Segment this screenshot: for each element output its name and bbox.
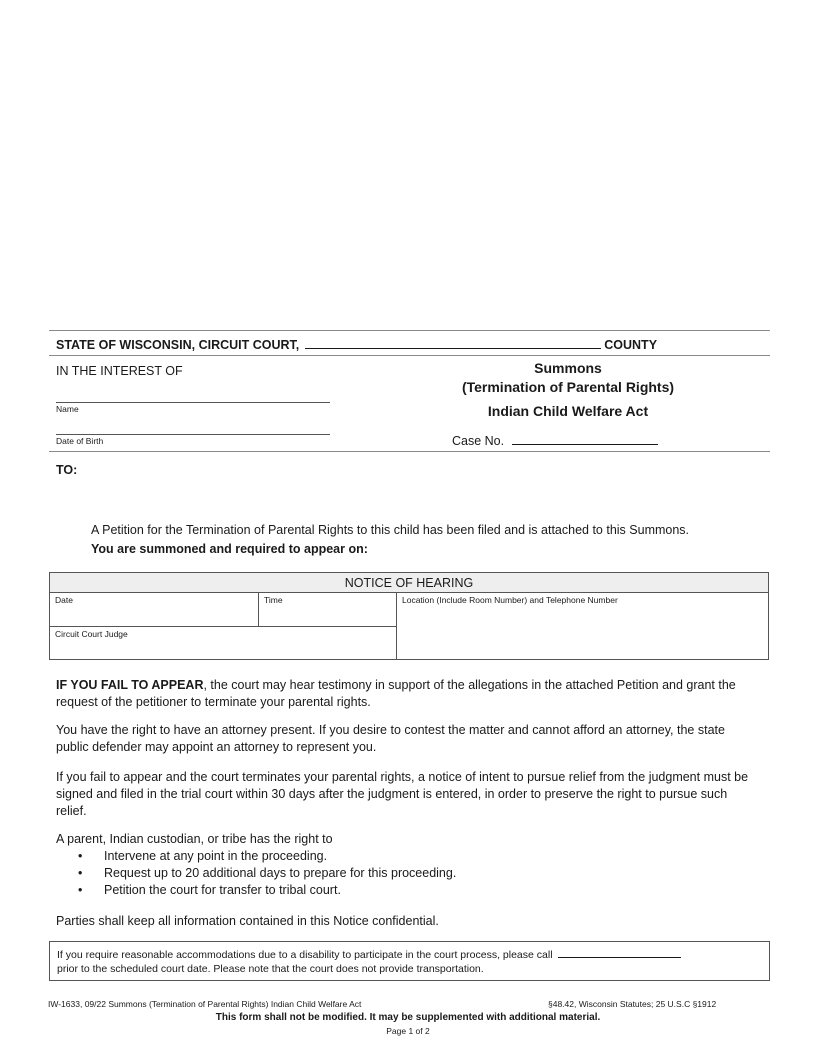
county-name-field[interactable] [305,336,601,349]
caption-top-rule [49,330,770,331]
accommodation-phone-field[interactable] [558,947,681,958]
form-title [418,359,718,421]
rights-list-item [56,865,656,882]
rights-list-item [56,848,656,865]
hearing-time-cell[interactable] [259,593,397,627]
judge-label: Circuit Court Judge [55,629,128,639]
page-number: Page 1 of 2 [386,1026,430,1036]
fail-to-appear-text: , the court may hear testimony in support of the allegations in the attached Petition and grant the request of the petitioner to terminate your parental rights. [56,678,736,709]
fail-to-appear-heading: IF YOU FAIL TO APPEAR [56,678,204,692]
bullet-icon: • [78,849,83,863]
case-number [452,432,658,448]
form-title-line-3: Indian Child Welfare Act [487,403,649,419]
court-line [56,336,756,352]
bullet-icon: • [78,883,83,897]
date-of-birth-field[interactable] [56,434,330,435]
right-transfer: Petition the court for transfer to tribal court. [104,883,341,897]
case-number-label: Case No. [452,434,505,448]
accommodation-box [49,941,770,981]
to-label: TO: [56,463,78,477]
relief-paragraph: If you fail to appear and the court terminates your parental rights, a notice of intent to pursue relief from the judgment must be signed and filed in the trial court within 30 days after the judgment is entered, in order to preserve the right to pursue such relief. [56,770,749,818]
right-intervene: Intervene at any point in the proceeding. [104,849,328,863]
child-name-field[interactable] [56,402,330,403]
in-interest-of-label: IN THE INTEREST OF [56,364,183,378]
bullet-icon: • [78,866,83,880]
name-label: Name [56,404,79,414]
date-label: Date [55,595,73,605]
rights-list [56,848,656,899]
accommodation-line-1 [57,947,681,961]
time-label: Time [264,595,283,605]
confidential-notice: Parties shall keep all information contained in this Notice confidential. [56,914,439,928]
rights-intro: A parent, Indian custodian, or tribe has the right to [56,832,333,846]
county-label: COUNTY [604,338,658,352]
hearing-date-cell[interactable] [50,593,259,627]
summoned-text: You are summoned and required to appear on: [91,542,368,556]
petition-text: A Petition for the Termination of Parental Rights to this child has been filed and is attached to this Summons. [91,523,690,537]
accommodation-text-1: If you require reasonable accommodations due to a disability to participate in the court process, please call [57,949,553,961]
rights-list-item [56,882,656,899]
notice-title-bar [50,573,768,593]
right-request-days: Request up to 20 additional days to prepare for this proceeding. [104,866,457,880]
notice-of-hearing-box [49,572,769,660]
location-label: Location (Include Room Number) and Telephone Number [402,595,618,605]
judge-cell[interactable] [50,627,397,659]
notice-title: NOTICE OF HEARING [344,576,474,590]
date-of-birth-label: Date of Birth [56,436,104,446]
state-court-label: STATE OF WISCONSIN, CIRCUIT COURT, [56,338,300,352]
fail-to-appear-paragraph [56,677,768,711]
accommodation-line-2: prior to the scheduled court date. Please note that the court does not provide transportation. [57,963,484,975]
form-id: IW-1633, 09/22 Summons (Termination of Parental Rights) Indian Child Welfare Act [48,999,362,1009]
modify-notice: This form shall not be modified. It may be supplemented with additional material. [215,1012,601,1023]
attorney-paragraph: You have the right to have an attorney present. If you desire to contest the matter and cannot afford an attorney, the state public defender may appoint an attorney to represent you. [56,723,725,754]
hearing-location-cell[interactable] [397,593,768,659]
form-title-line-2: (Termination of Parental Rights) [461,379,675,395]
form-title-line-1: Summons [534,360,602,376]
case-number-field[interactable] [512,432,658,445]
statutes-reference: §48.42, Wisconsin Statutes; 25 U.S.C §1912 [548,999,717,1009]
caption-bottom-rule [49,451,770,452]
caption-mid-rule [49,355,770,356]
